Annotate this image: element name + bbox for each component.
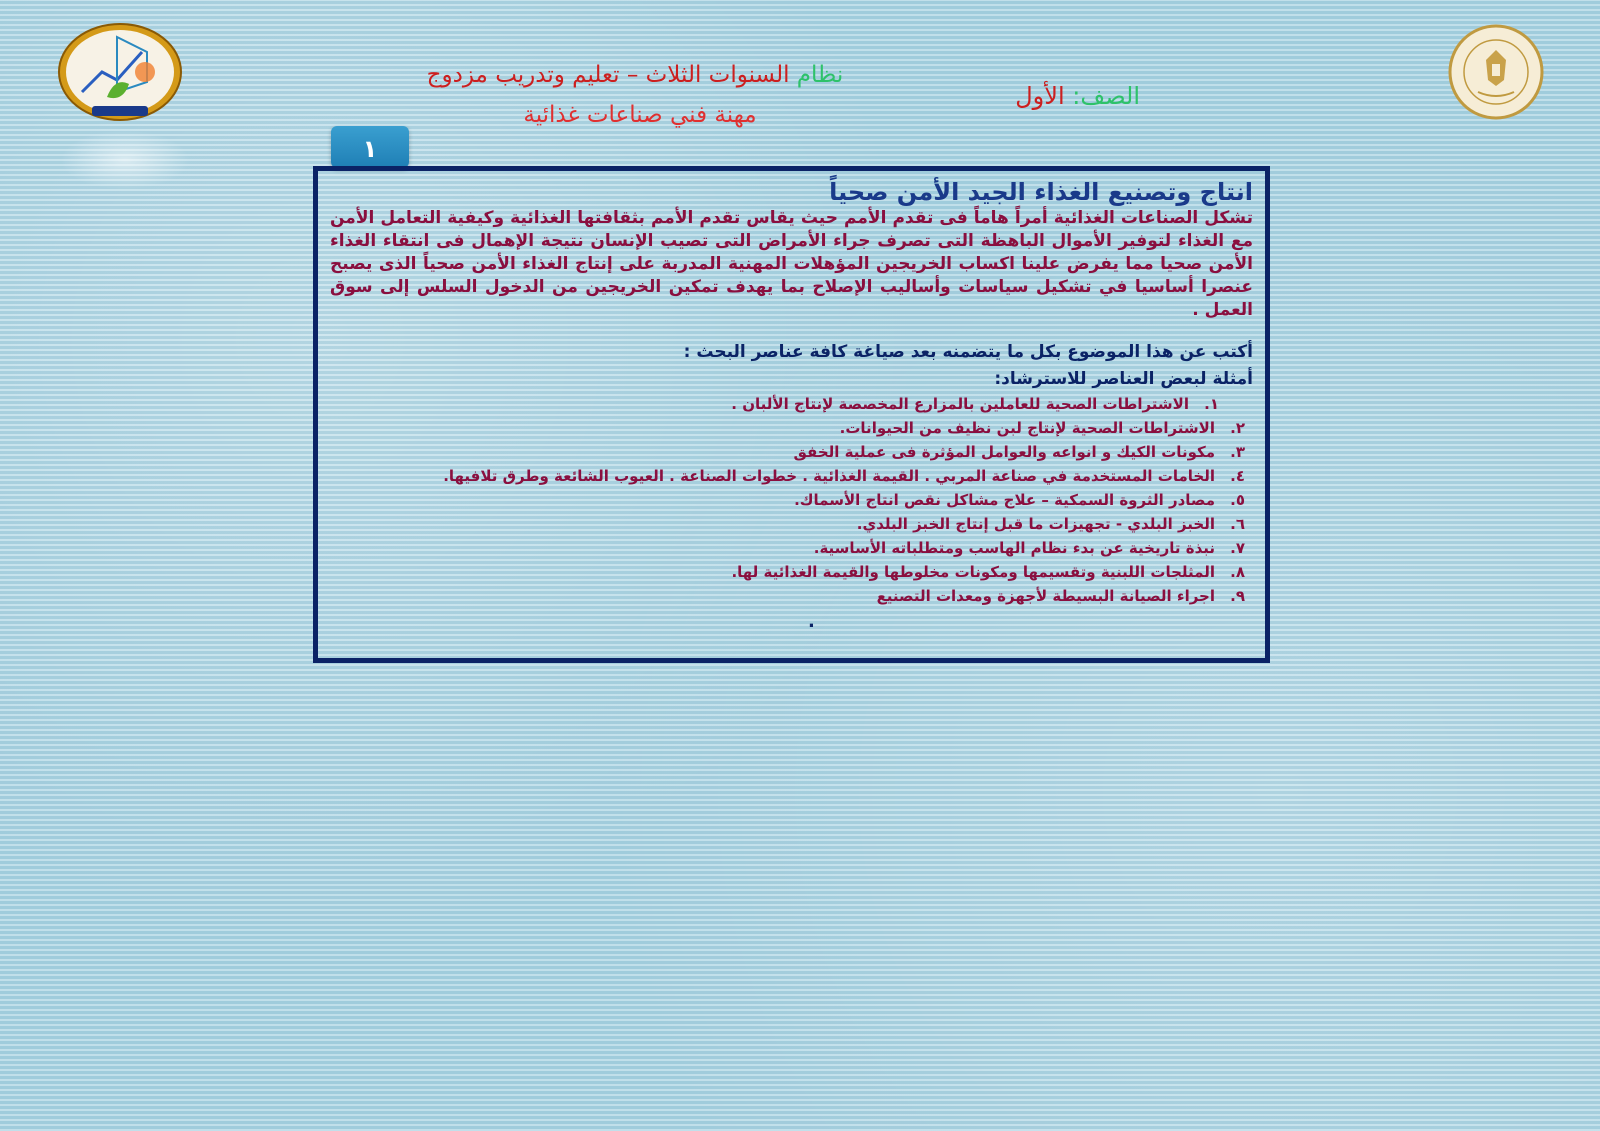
list-item: ٨.المثلجات اللبنية وتقسيمها ومكونات مخلوطها والقيمة الغذائية لها. [731,563,1245,581]
examples-list [330,392,1253,608]
topic-title: انتاج وتصنيع الغذاء الجيد الأمن صحياً [829,178,1253,206]
list-item: ٥.مصادر الثروة السمكية – علاج مشاكل نقص انتاج الأسماك. [794,491,1245,509]
research-topic-box [313,166,1270,663]
grade-value: الأول [1015,82,1065,110]
program-system [400,60,870,90]
grade-label: الصف: [1072,82,1140,110]
list-item: ١.الاشتراطات الصحية للعاملين بالمزارع المخصصة لإنتاج الألبان . [731,395,1219,413]
decorative-glow [60,130,190,190]
examples-title: أمثلة لبعض العناصر للاسترشاد: [994,369,1253,389]
list-item: ٣.مكونات الكيك و انواعه والعوامل المؤثرة فى عملية الخفق [793,443,1245,461]
end-mark: . [808,611,815,632]
list-item: ٤.الخامات المستخدمة في صناعة المربي . القيمة الغذائية . خطوات الصناعة . العيوب الشائعة وطرق تلافيها. [443,467,1245,485]
list-item: ٩.اجراء الصيانة البسيطة لأجهزة ومعدات التصنيع [876,587,1245,605]
grade [990,82,1140,110]
system-value: السنوات الثلاث – تعليم وتدريب مزدوج [426,62,790,88]
ministry-seal [1448,24,1544,120]
trade-title: مهنة فني صناعات غذائية [523,102,757,128]
list-item: ٢.الاشتراطات الصحية لإنتاج لبن نظيف من الحيوانات. [839,419,1245,437]
system-label: نظام [796,62,844,88]
list-item: ٦.الخبز البلدي - تجهيزات ما قبل إنتاج الخبز البلدي. [856,515,1245,533]
page-number-tab: ١ [331,126,409,168]
list-item: ٧.نبذة تاريخية عن بدء نظام الهاسب ومتطلباته الأساسية. [813,539,1245,557]
intro-paragraph: تشكل الصناعات الغذائية أمراً هاماً فى تقدم الأمم حيث يقاس تقدم الأمم بثقافتها الغذائية وكيفية التعامل الأمن مع الغذاء لتوفير الأموال الباهظة التى تصرف جراء الأمراض التى تصيب الإنسان نتيجة الإهمال فى انتقاء الغذاء الأمن صحيا مما يفرض علينا اكساب الخريجين المؤهلات المهنية المدربة على إنتاج الغذاء الأمن صحياً الذى يصبح عنصرا أساسيا في تشكيل سياسات وأساليب الإصلاح بما يهدف تمكين الخريجين من الدخول السلس إلى سوق العمل . [330,208,1253,320]
instruction: أكتب عن هذا الموضوع بكل ما يتضمنه بعد صياغة كافة عناصر البحث : [683,342,1253,362]
technical-education-logo [57,22,183,122]
